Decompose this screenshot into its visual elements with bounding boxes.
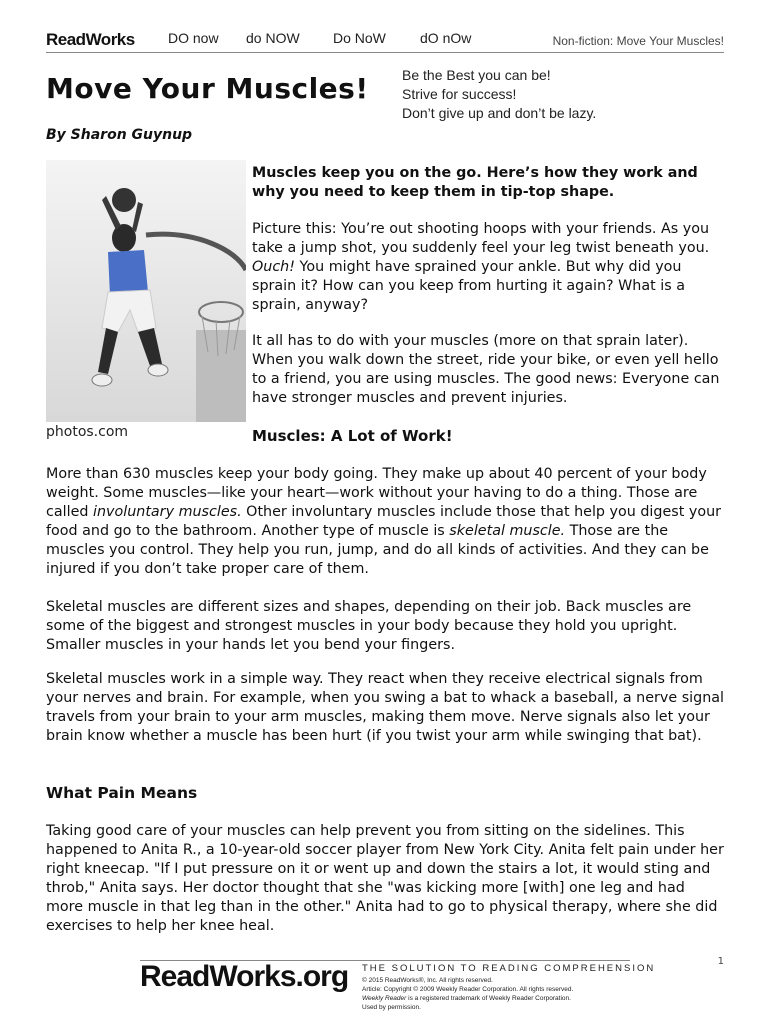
footer-logo: ReadWorks.org: [140, 960, 349, 993]
nav-link-do-now-2[interactable]: do NOW: [246, 30, 300, 46]
section-heading-pain: What Pain Means: [46, 784, 198, 802]
motto-line: Strive for success!: [402, 86, 517, 102]
photo-credit: photos.com: [46, 424, 129, 440]
basketball-player-photo: [46, 160, 246, 422]
footer-tagline: THE SOLUTION TO READING COMPREHENSION: [362, 963, 656, 974]
motto-line: Be the Best you can be!: [402, 67, 551, 83]
header-divider: [46, 52, 724, 53]
paragraph-5: Skeletal muscles work in a simple way. They react when they receive electrical signals from your nerves and brain. For example, when you swing a bat to whack a baseball, a nerve signal travels from your brain to your arm muscles, making them move. Nerve signals also let your brain know whether a muscle has been hurt (if you twist your arm while swinging that bat).: [46, 671, 725, 744]
paragraph-1: Picture this: You’re out shooting hoops with your friends. As you take a jump shot, you suddenly feel your leg twist beneath you. Ouch! You might have sprained your ankle. But why did you sprain it? How can you keep from hurting it again? What is a sprain, anyway?: [252, 221, 710, 313]
byline: By Sharon Guynup: [46, 127, 193, 143]
lead-paragraph: Muscles keep you on the go. Here’s how they work and why you need to keep them in tip-top shape.: [252, 165, 698, 200]
page-number: 1: [717, 956, 724, 967]
motto: [402, 66, 596, 123]
footer-copyright: © 2015 ReadWorks®, Inc. All rights reserved. Article: Copyright © 2009 Weekly Reader Corporation. All rights reserved. Weekly Reader is a registered trademark of Weekly Reader Corporation. Used by permission.: [362, 977, 574, 1011]
article-category: Non-fiction: Move Your Muscles!: [552, 34, 724, 48]
paragraph-6: Taking good care of your muscles can help prevent you from sitting on the sidelines. This happened to Anita R., a 10-year-old soccer player from New York City. Anita felt pain under her right kneecap. "If I put pressure on it or went up and down the stairs a lot, it would sting and throb," Anita says. Her doctor thought that she "was kicking more [with] one leg and had more muscle in that leg than in the other." Anita had to go to physical therapy, where she did exercises to help her knee heal.: [46, 823, 724, 934]
page-title: Move Your Muscles!: [46, 72, 369, 105]
paragraph-4: Skeletal muscles are different sizes and shapes, depending on their job. Back muscles are some of the biggest and strongest muscles in your body because they hold you upright. Smaller muscles in your hands let you bend your fingers.: [46, 599, 692, 653]
readworks-logo: ReadWorks: [46, 30, 135, 49]
nav-link-do-now-1[interactable]: DO now: [168, 30, 219, 46]
section-heading-muscles: Muscles: A Lot of Work!: [252, 427, 453, 445]
paragraph-2: It all has to do with your muscles (more on that sprain later). When you walk down the street, ride your bike, or even yell hello to a friend, you are using muscles. The good news: Everyone can have stronger muscles and prevent injuries.: [252, 333, 720, 406]
nav-link-do-now-3[interactable]: Do NoW: [333, 30, 386, 46]
nav-link-do-now-4[interactable]: dO nOw: [420, 30, 472, 46]
motto-line: Don’t give up and don’t be lazy.: [402, 105, 597, 121]
paragraph-3: More than 630 muscles keep your body going. They make up about 40 percent of your body weight. Some muscles—like your heart—work without your having to do a thing. Those are called involuntary muscles. Other involuntary muscles include those that help you digest your food and go to the bathroom. Another type of muscle is skeletal muscle. Those are the muscles you control. They help you run, jump, and do all kinds of activities. And they can be injured if you don’t take proper care of them.: [46, 466, 722, 577]
